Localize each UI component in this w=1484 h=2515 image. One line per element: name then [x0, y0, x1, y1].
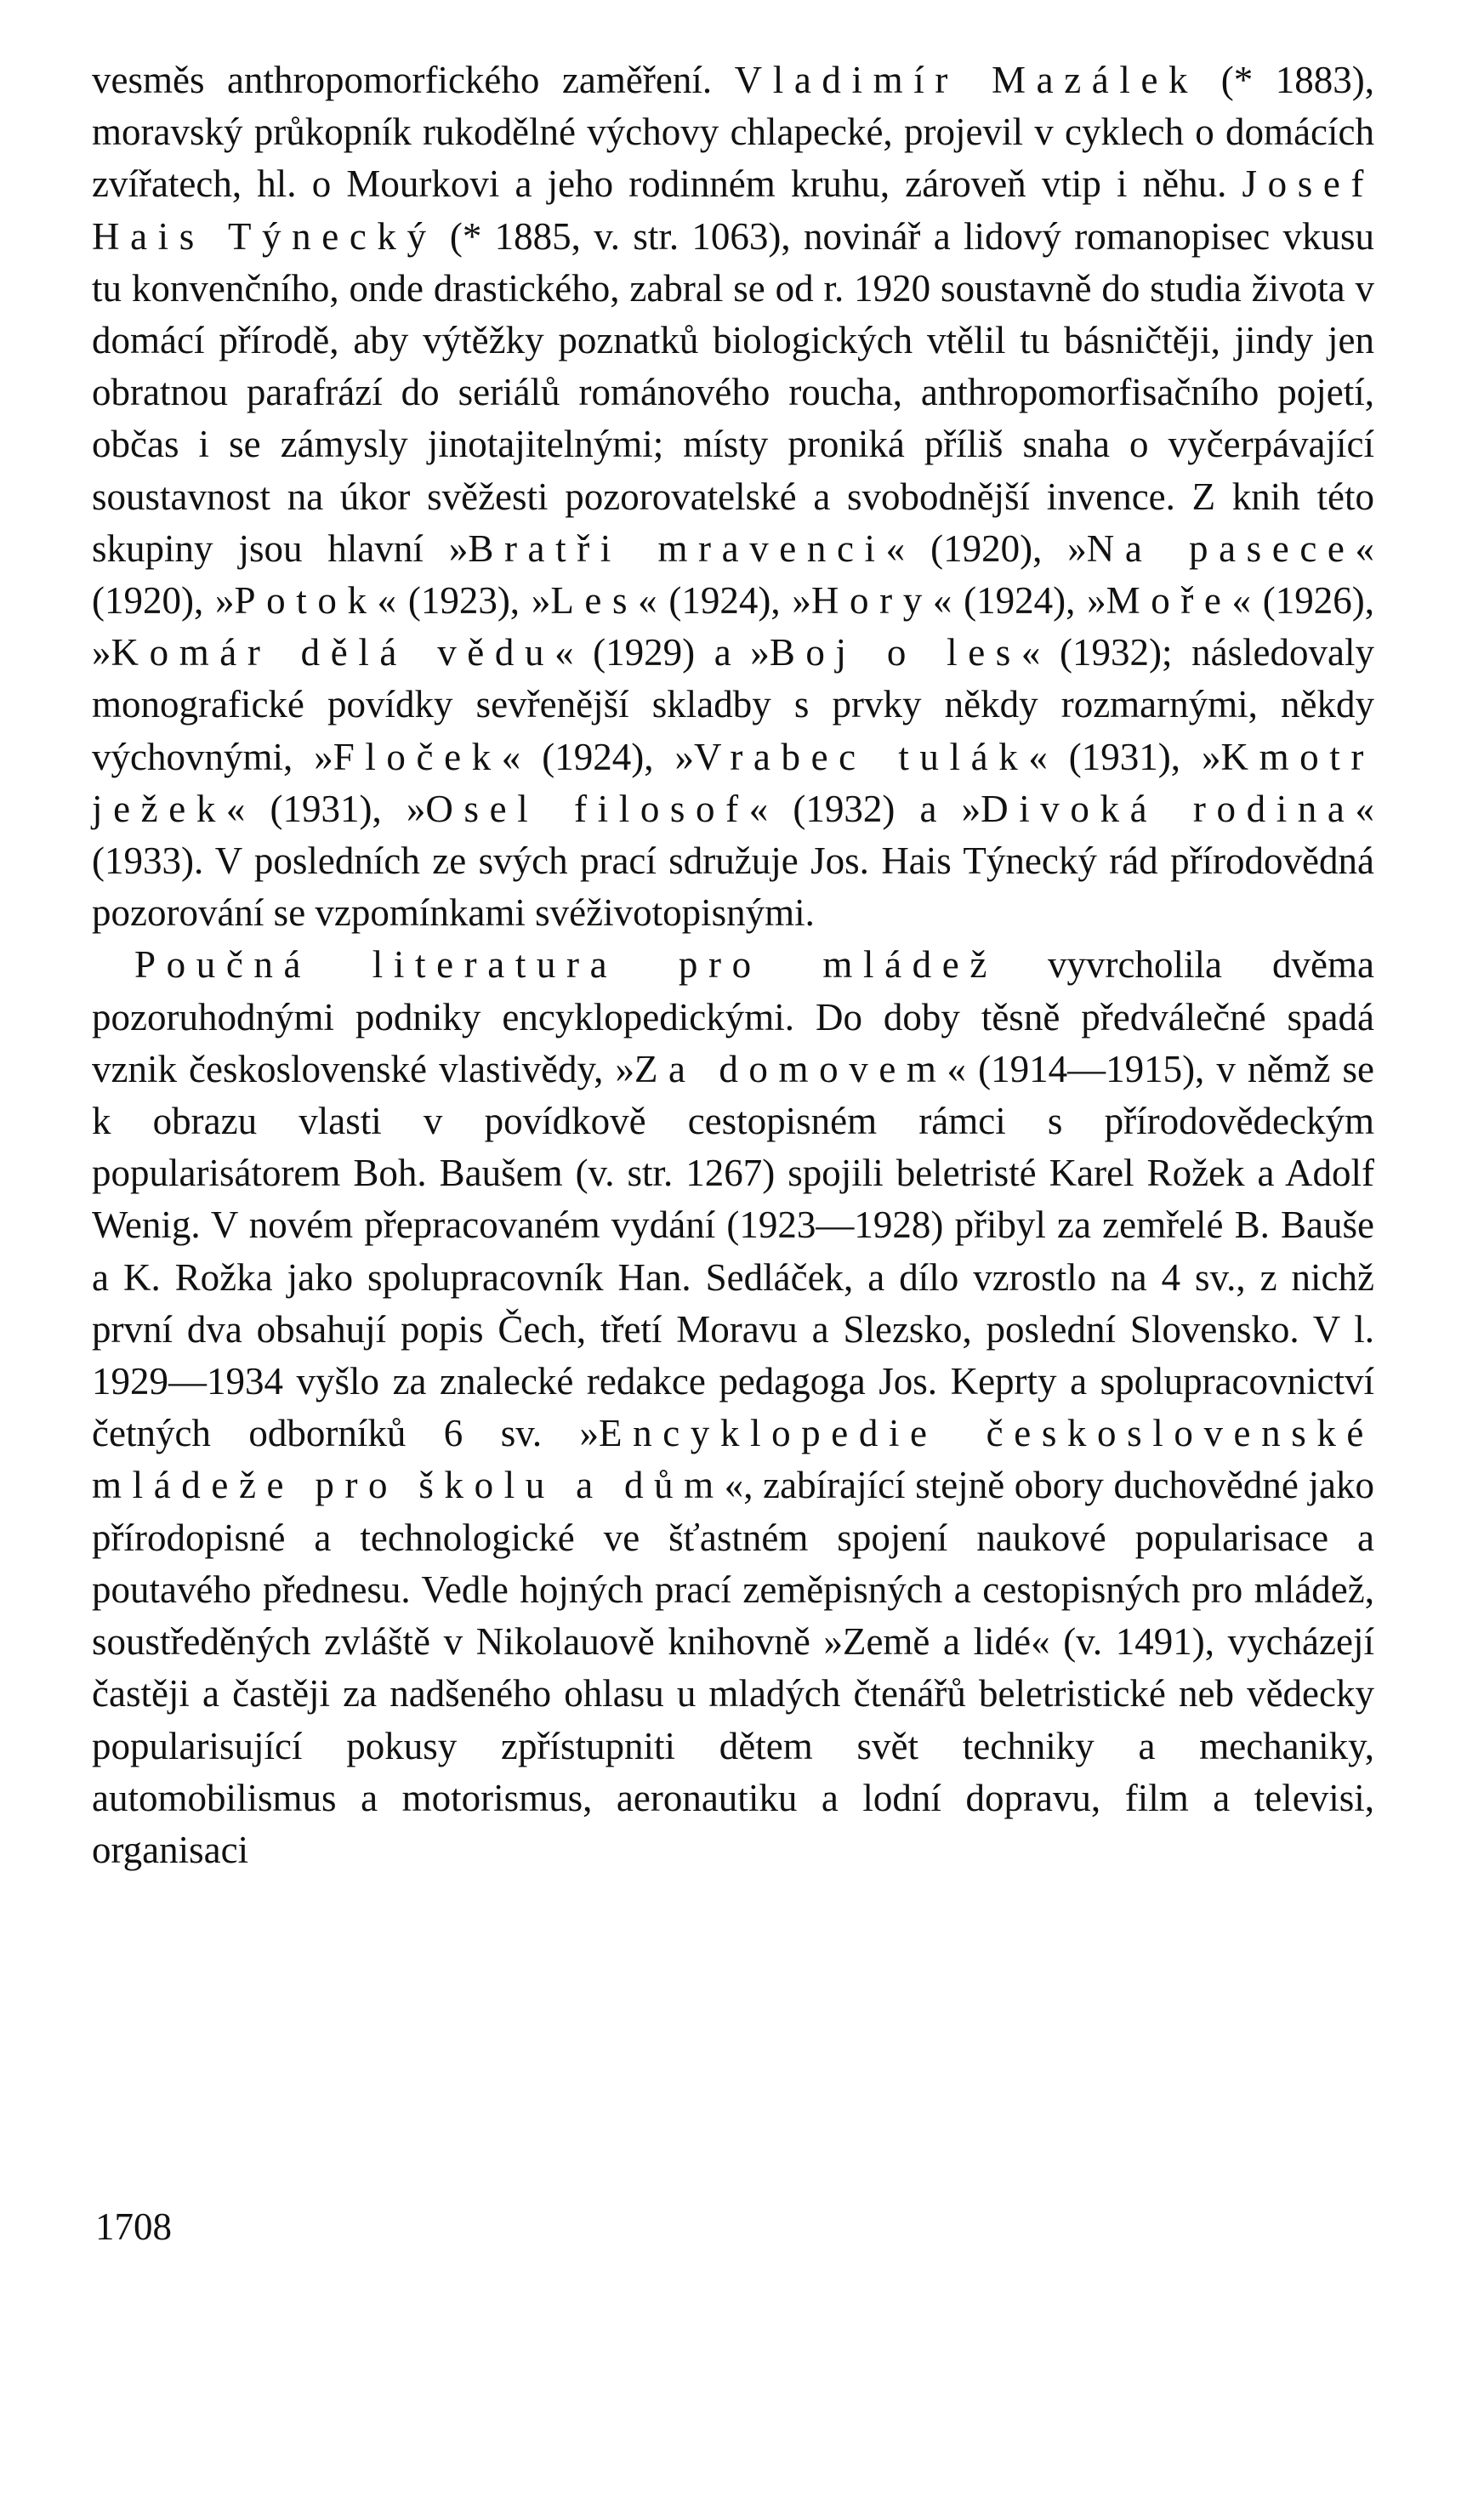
text-run: « (1929) a »: [554, 631, 770, 674]
text-run: « (1920), »: [92, 526, 1374, 623]
text-run: « (1926), »: [92, 579, 1374, 674]
emphasized-title: Komár dělá vědu: [111, 631, 555, 674]
text-run: « (1920), »: [885, 526, 1087, 570]
text-run: « (1931), »: [1028, 735, 1221, 778]
emphasized-title: Josef Hais Týnecký: [92, 162, 1374, 258]
emphasized-title: Moře: [1106, 579, 1232, 623]
text-column: [92, 54, 1374, 1876]
text-run: « (1932); následovaly monografické povídky sevřenější skladby s prvky někdy rozmarnými, někdy výchovnými, »: [92, 631, 1374, 778]
emphasized-title: Vrabec tulák: [693, 735, 1029, 778]
paragraph-1: [92, 54, 1374, 939]
emphasized-title: Divoká rodina: [981, 787, 1356, 830]
text-run: « (1923), »: [377, 579, 551, 623]
emphasized-title: Potok: [234, 579, 378, 623]
emphasized-title: Hory: [810, 579, 933, 623]
text-run: « (1924), »: [638, 579, 811, 623]
paragraph-2: [92, 939, 1374, 1876]
page-number: 1708: [95, 2205, 172, 2248]
text-run: (* 1885, v. str. 1063), novinář a lidový romanopisec vkusu tu konvenčního, onde drastického, zabral se od r. 1920 soustavně do studia života v domácí přírodě, aby výtěžky poznatků biologických vtělil tu básničtěji, jindy jen obratnou parafrází do seriálů románového roucha, anthropomorfisačního pojetí, občas i se zámysly jinotajitelnými; místy proniká příliš snaha o vyčerpávající soustavnost na úkor svěžesti pozorovatelské a svobodnější invence. Z knih této skupiny jsou hlavní »: [92, 214, 1374, 570]
emphasized-title: Les: [550, 579, 639, 623]
text-run: « (1924), »: [501, 735, 694, 778]
emphasized-title: Floček: [333, 735, 502, 778]
text-run: (* 1883), moravský průkopník rukodělné výchovy chlapecké, projevil v cyklech o domácích zvířatech, hl. o Mourkovi a jeho rodinném kruhu, zároveň vtip i něhu.: [92, 59, 1374, 206]
text-run: vesměs anthropomorfického zaměření.: [92, 59, 735, 101]
emphasized-title: Bratři mravenci: [468, 526, 886, 570]
text-run: « (1932) a »: [748, 787, 981, 830]
emphasized-title: Poučná literatura pro mládež: [134, 943, 998, 987]
text-run: vyvrcholila dvěma pozoruhodnými podniky encyklopedickými. Do doby těsně předválečné spadá vznik československé vlastivědy, »: [92, 943, 1375, 1090]
emphasized-title: Za domovem: [634, 1047, 947, 1090]
text-run: « (1914—1915), v němž se k obrazu vlasti v povídkově cestopisném rámci s přírodovědeckým popularisátorem Boh. Baušem (v. str. 1267) spojili beletristé Karel Rožek a Adolf Wenig. V novém přepracovaném vydání (1923—1928) přibyl za zemřelé B. Bauše a K. Rožka jako spolupracovník Han. Sedláček, a dílo vzrostlo na 4 sv., z nichž první dva obsahují popis Čech, třetí Moravu a Slezsko, poslední Slovensko. V l. 1929—1934 vyšlo za znalecké redakce pedagoga Jos. Keprty a spolupracovnictví četných odborníků 6 sv. »: [92, 1047, 1374, 1455]
emphasized-title: Kmotr ježek: [92, 735, 1374, 830]
emphasized-title: Osel filosof: [425, 787, 749, 830]
emphasized-title: Encyklopedie československé mládeže pro školu a dům: [92, 1412, 1374, 1507]
text-run: « (1931), »: [225, 787, 426, 830]
text-run: « (1933). V posledních ze svých prací sdružuje Jos. Hais Týnecký rád přírodovědná pozorování se vzpomínkami svéživotopisnými.: [92, 787, 1374, 935]
emphasized-title: Vladimír Mazálek: [734, 59, 1199, 101]
text-run: «, zabírající stejně obory duchovědné jako přírodopisné a technologické ve šťastném spojení naukové popularisace a poutavého přednesu. Vedle hojných prací zeměpisných a cestopisných pro mládež, soustředěných zvláště v Nikolauově knihovně »Země a lidé« (v. 1491), vycházejí častěji a častěji za nadšeného ohlasu u mladých čtenářů beletristické neb vědecky popularisující pokusy zpřístupniti dětem svět techniky a mechaniky, automobilismus a motorismus, aeronautiku a lodní dopravu, film a televisi, organisaci: [92, 1464, 1374, 1871]
emphasized-title: Na pasece: [1086, 526, 1356, 570]
emphasized-title: Boj o les: [769, 631, 1021, 674]
text-run: « (1924), »: [932, 579, 1106, 623]
